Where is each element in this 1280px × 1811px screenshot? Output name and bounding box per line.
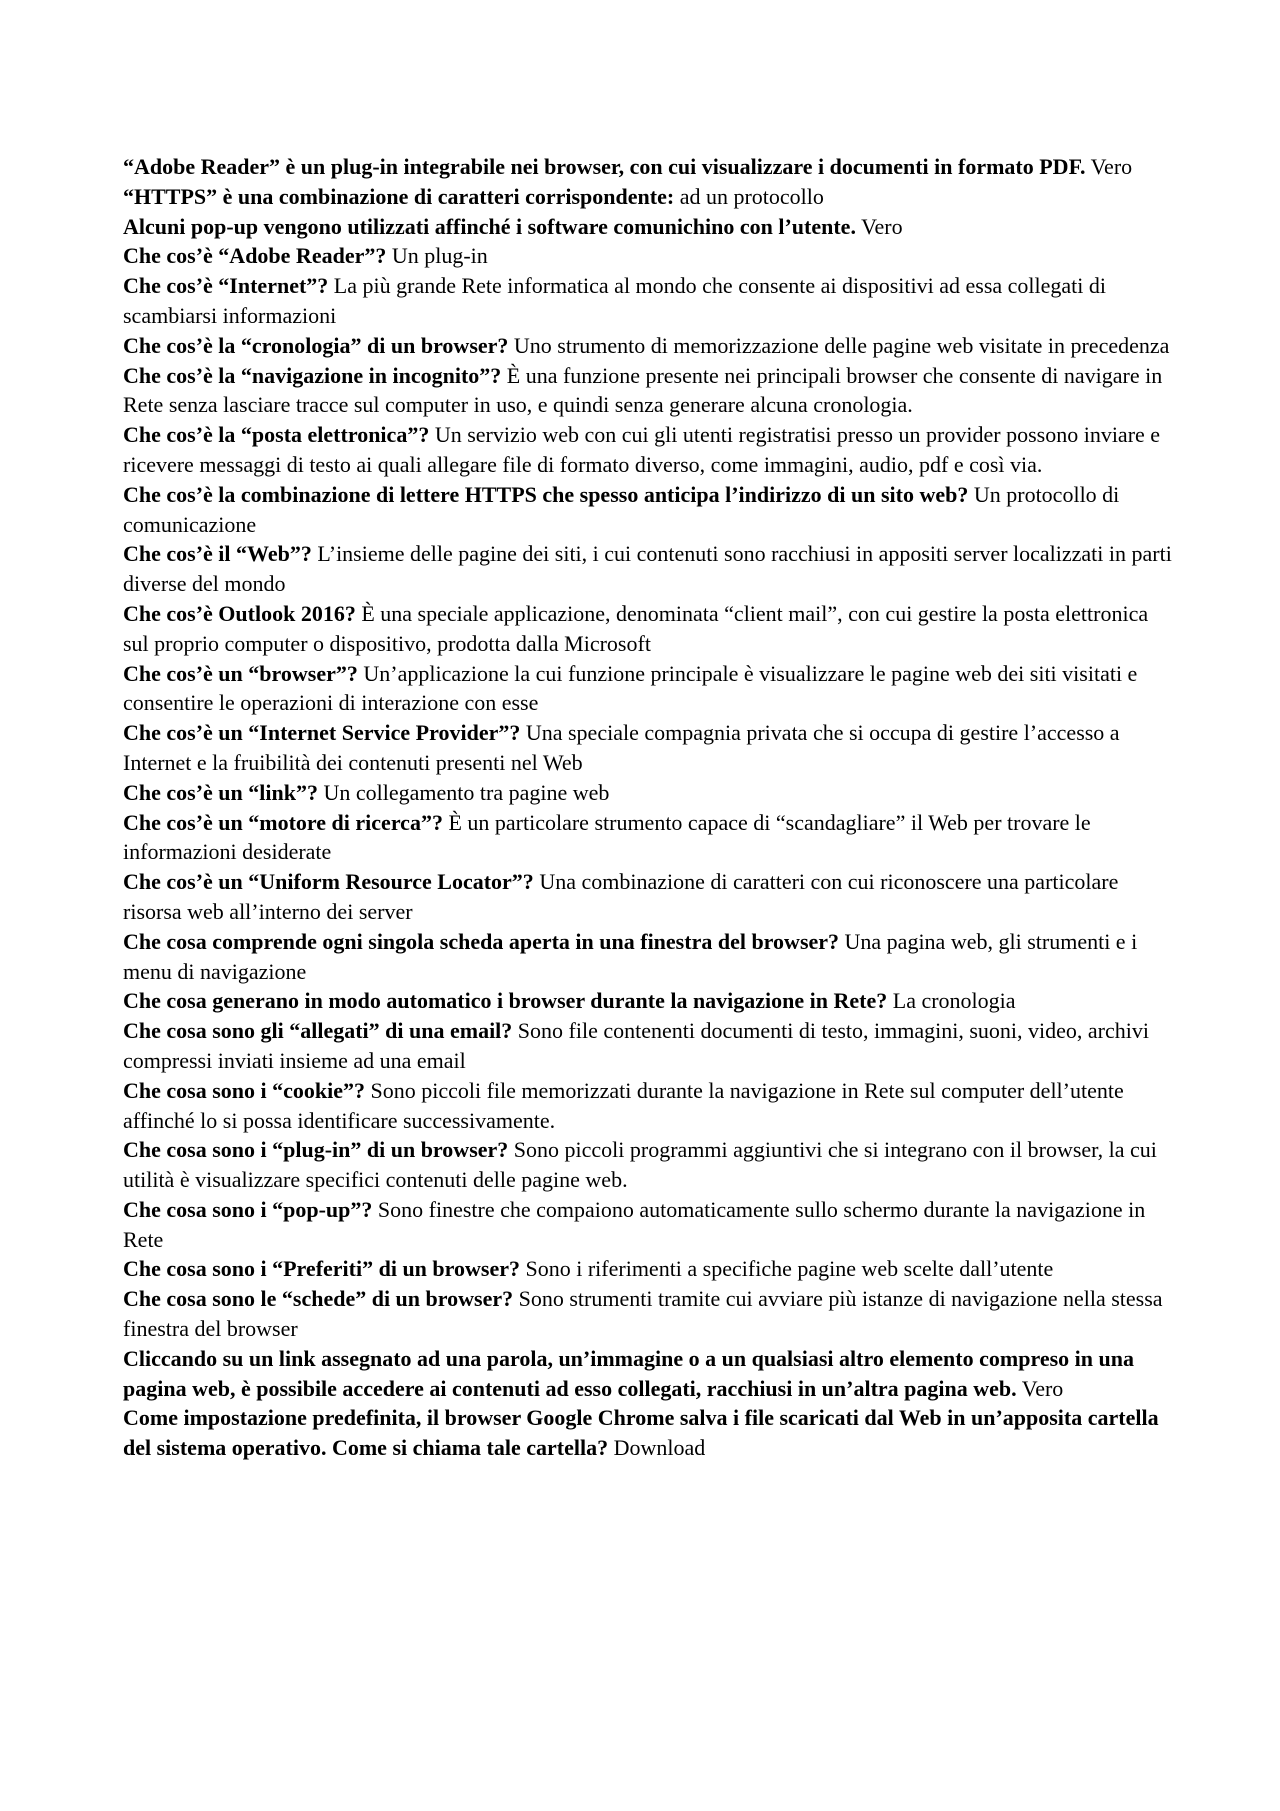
- question-text: Che cos’è “Adobe Reader”?: [123, 243, 387, 269]
- answer-text: Sono i riferimenti a specifiche pagine web scelte dall’utente: [525, 1256, 1054, 1282]
- qa-entry: [123, 271, 1173, 331]
- qa-entry: [123, 1135, 1173, 1195]
- answer-text: La cronologia: [892, 988, 1016, 1014]
- question-text: Che cosa sono gli “allegati” di una email?: [123, 1018, 513, 1044]
- qa-entry: [123, 420, 1173, 480]
- question-text: Che cos’è un “Internet Service Provider”?: [123, 720, 521, 746]
- answer-text: Vero: [861, 213, 903, 239]
- qa-entry: [123, 1284, 1173, 1344]
- question-text: Cliccando su un link assegnato ad una parola, un’immagine o a un qualsiasi altro elemento compreso in una pagina web, è possibile accedere ai contenuti ad esso collegati, racchiusi in un’altra pagina web.: [123, 1345, 1134, 1401]
- qa-entry: [123, 152, 1173, 182]
- answer-text: È una funzione presente nei principali browser che consente di navigare in Rete senza lasciare tracce sul computer in uso, e quindi senza generare alcuna cronologia.: [123, 362, 1163, 418]
- qa-entry: [123, 867, 1173, 927]
- qa-entry: [123, 480, 1173, 540]
- qa-entry: [123, 361, 1173, 421]
- answer-text: Download: [613, 1435, 706, 1461]
- question-text: Che cos’è il “Web”?: [123, 541, 312, 567]
- qa-entry: [123, 212, 1173, 242]
- question-text: Che cosa generano in modo automatico i browser durante la navigazione in Rete?: [123, 988, 888, 1014]
- answer-text: Un collegamento tra pagine web: [323, 779, 610, 805]
- answer-text: È una speciale applicazione, denominata “client mail”, con cui gestire la posta elettronica sul proprio computer o dispositivo, prodotta dalla Microsoft: [123, 600, 1149, 656]
- answer-text: Un’applicazione la cui funzione principale è visualizzare le pagine web dei siti visitati e consentire le operazioni di interazione con esse: [123, 660, 1138, 716]
- qa-entry: [123, 1195, 1173, 1255]
- question-text: “HTTPS” è una combinazione di caratteri corrispondente:: [123, 183, 675, 209]
- answer-text: Sono strumenti tramite cui avviare più istanze di navigazione nella stessa finestra del browser: [123, 1286, 1163, 1342]
- qa-entry: [123, 1016, 1173, 1076]
- answer-text: Sono piccoli file memorizzati durante la navigazione in Rete sul computer dell’utente affinché lo si possa identificare successivamente.: [123, 1077, 1124, 1133]
- qa-entry: [123, 241, 1173, 271]
- qa-entry: [123, 331, 1173, 361]
- question-text: Alcuni pop-up vengono utilizzati affinché i software comunichino con l’utente.: [123, 213, 856, 239]
- qa-entry: [123, 778, 1173, 808]
- answer-text: Una pagina web, gli strumenti e i menu di navigazione: [123, 928, 1138, 984]
- qa-entry: [123, 1076, 1173, 1136]
- answer-text: Vero: [1090, 154, 1133, 179]
- qa-entry: [123, 1344, 1173, 1404]
- answer-text: La più grande Rete informatica al mondo che consente ai dispositivi ad essa collegati di scambiarsi informazioni: [123, 273, 1106, 328]
- question-text: “Adobe Reader” è un plug-in integrabile nei browser, con cui visualizzare i documenti in formato PDF.: [123, 154, 1086, 179]
- qa-entry: [123, 599, 1173, 659]
- answer-text: È un particolare strumento capace di “scandagliare” il Web per trovare le informazioni desiderate: [123, 809, 1091, 865]
- question-text: Che cos’è la “navigazione in incognito”?: [123, 362, 502, 388]
- answer-text: Sono piccoli programmi aggiuntivi che si integrano con il browser, la cui utilità è visualizzare specifici contenuti delle pagine web.: [123, 1137, 1157, 1193]
- question-text: Che cosa sono i “Preferiti” di un browser?: [123, 1256, 520, 1282]
- answer-text: Un servizio web con cui gli utenti registratisi presso un provider possono inviare e ricevere messaggi di testo ai quali allegare file di formato diverso, come immagini, audio, pdf e così via.: [123, 422, 1161, 477]
- question-text: Che cos’è la “posta elettronica”?: [123, 422, 430, 448]
- answer-text: Un plug-in: [391, 243, 488, 269]
- question-text: Che cosa sono i “plug-in” di un browser?: [123, 1137, 509, 1163]
- question-text: Che cos’è un “Uniform Resource Locator”?: [123, 869, 534, 895]
- answer-text: ad un protocollo: [679, 183, 824, 209]
- question-text: Come impostazione predefinita, il browser Google Chrome salva i file scaricati dal Web in un’apposita cartella del sistema operativo. Come si chiama tale cartella?: [123, 1405, 1159, 1461]
- question-text: Che cos’è un “motore di ricerca”?: [123, 809, 443, 835]
- question-text: Che cos’è un “link”?: [123, 779, 318, 805]
- qa-list: [123, 152, 1173, 1463]
- answer-text: Una speciale compagnia privata che si occupa di gestire l’accesso a Internet e la fruibilità dei contenuti presenti nel Web: [123, 720, 1120, 775]
- qa-entry: [123, 539, 1173, 599]
- question-text: Che cos’è la “cronologia” di un browser?: [123, 332, 509, 358]
- qa-entry: [123, 1254, 1173, 1284]
- qa-entry: [123, 718, 1173, 778]
- question-text: Che cosa sono i “cookie”?: [123, 1077, 365, 1103]
- qa-entry: [123, 927, 1173, 987]
- question-text: Che cos’è Outlook 2016?: [123, 600, 356, 626]
- qa-entry: [123, 182, 1173, 212]
- answer-text: L’insieme delle pagine dei siti, i cui contenuti sono racchiusi in appositi server localizzati in parti diverse del mondo: [123, 541, 1172, 597]
- qa-entry: [123, 1403, 1173, 1463]
- question-text: Che cosa sono le “schede” di un browser?: [123, 1286, 514, 1312]
- answer-text: Una combinazione di caratteri con cui riconoscere una particolare risorsa web all’interno dei server: [123, 869, 1119, 924]
- answer-text: Vero: [1021, 1375, 1064, 1401]
- question-text: Che cos’è un “browser”?: [123, 660, 358, 686]
- answer-text: Uno strumento di memorizzazione delle pagine web visitate in precedenza: [513, 332, 1170, 358]
- qa-entry: [123, 659, 1173, 719]
- question-text: Che cos’è la combinazione di lettere HTTPS che spesso anticipa l’indirizzo di un sito web?: [123, 481, 969, 507]
- answer-text: Sono file contenenti documenti di testo, immagini, suoni, video, archivi compressi inviati insieme ad una email: [123, 1018, 1149, 1073]
- answer-text: Un protocollo di comunicazione: [123, 481, 1120, 537]
- question-text: Che cosa comprende ogni singola scheda aperta in una finestra del browser?: [123, 928, 840, 954]
- question-text: Che cosa sono i “pop-up”?: [123, 1196, 373, 1222]
- qa-entry: [123, 808, 1173, 868]
- question-text: Che cos’è “Internet”?: [123, 273, 329, 299]
- answer-text: Sono finestre che compaiono automaticamente sullo schermo durante la navigazione in Rete: [123, 1196, 1146, 1252]
- qa-entry: [123, 986, 1173, 1016]
